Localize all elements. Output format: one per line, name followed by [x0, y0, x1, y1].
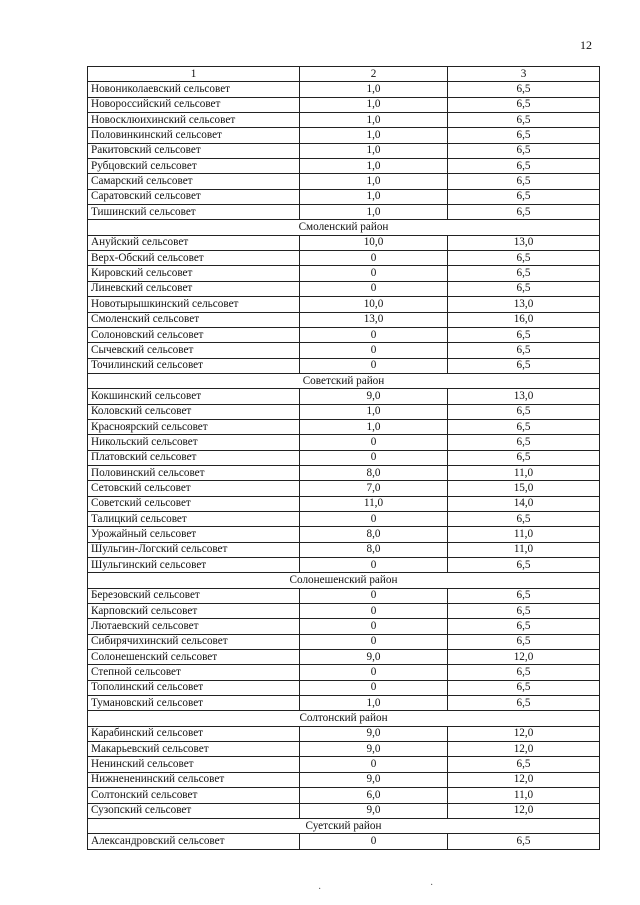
table-row — [88, 128, 600, 143]
page-number: 12 — [580, 38, 592, 52]
value-col-3-cell: 12,0 — [448, 803, 600, 818]
section-header-row — [88, 373, 600, 388]
value-col-2-cell: 0 — [300, 281, 448, 296]
value-col-3-cell: 6,5 — [448, 82, 600, 97]
settlement-name-cell: Ануйский сельсовет — [88, 235, 300, 250]
settlement-name-cell: Ракитовский сельсовет — [88, 143, 300, 158]
settlement-name-cell: Линевский сельсовет — [88, 281, 300, 296]
settlement-name-cell: Половинский сельсовет — [88, 465, 300, 480]
settlement-name-cell: Лютаевский сельсовет — [88, 619, 300, 634]
value-col-2-cell: 0 — [300, 634, 448, 649]
value-col-3-cell: 11,0 — [448, 527, 600, 542]
settlement-name-cell: Самарский сельсовет — [88, 174, 300, 189]
value-col-3-cell: 6,5 — [448, 634, 600, 649]
value-col-2-cell: 7,0 — [300, 481, 448, 496]
value-col-3-cell: 6,5 — [448, 419, 600, 434]
table-row — [88, 312, 600, 327]
settlement-name-cell: Сузопский сельсовет — [88, 803, 300, 818]
value-col-2-cell: 13,0 — [300, 312, 448, 327]
value-col-3-cell: 11,0 — [448, 788, 600, 803]
value-col-2-cell: 9,0 — [300, 650, 448, 665]
value-col-2-cell: 6,0 — [300, 788, 448, 803]
settlement-name-cell: Новосклюихинский сельсовет — [88, 113, 300, 128]
table-row — [88, 650, 600, 665]
table-row — [88, 266, 600, 281]
value-col-3-cell: 6,5 — [448, 174, 600, 189]
value-col-3-cell: 11,0 — [448, 465, 600, 480]
header-col-3: 3 — [448, 67, 600, 82]
value-col-3-cell: 15,0 — [448, 481, 600, 496]
value-col-3-cell: 6,5 — [448, 205, 600, 220]
settlement-name-cell: Смоленский сельсовет — [88, 312, 300, 327]
settlement-name-cell: Сибирячихинский сельсовет — [88, 634, 300, 649]
value-col-3-cell: 6,5 — [448, 358, 600, 373]
value-col-2-cell: 1,0 — [300, 97, 448, 112]
value-col-3-cell: 6,5 — [448, 757, 600, 772]
value-col-3-cell: 6,5 — [448, 696, 600, 711]
value-col-2-cell: 0 — [300, 327, 448, 342]
value-col-3-cell: 6,5 — [448, 189, 600, 204]
table-row — [88, 82, 600, 97]
value-col-3-cell: 6,5 — [448, 619, 600, 634]
value-col-2-cell: 9,0 — [300, 742, 448, 757]
table-row — [88, 558, 600, 573]
table-row — [88, 496, 600, 511]
table-row — [88, 465, 600, 480]
value-col-2-cell: 1,0 — [300, 205, 448, 220]
table-row — [88, 419, 600, 434]
table-row — [88, 343, 600, 358]
settlement-name-cell: Ненинский сельсовет — [88, 757, 300, 772]
value-col-2-cell: 0 — [300, 588, 448, 603]
settlement-name-cell: Красноярский сельсовет — [88, 419, 300, 434]
value-col-3-cell: 13,0 — [448, 235, 600, 250]
section-title: Советский район — [88, 373, 600, 388]
value-col-2-cell: 10,0 — [300, 297, 448, 312]
settlement-name-cell: Кировский сельсовет — [88, 266, 300, 281]
value-col-2-cell: 11,0 — [300, 496, 448, 511]
settlement-name-cell: Талицкий сельсовет — [88, 511, 300, 526]
value-col-2-cell: 0 — [300, 680, 448, 695]
settlement-name-cell: Тишинский сельсовет — [88, 205, 300, 220]
settlement-name-cell: Березовский сельсовет — [88, 588, 300, 603]
table-row — [88, 604, 600, 619]
table-row — [88, 726, 600, 741]
settlement-name-cell: Шульгин-Логский сельсовет — [88, 542, 300, 557]
table-row — [88, 189, 600, 204]
value-col-3-cell: 6,5 — [448, 558, 600, 573]
table-row — [88, 511, 600, 526]
value-col-3-cell: 6,5 — [448, 604, 600, 619]
value-col-2-cell: 9,0 — [300, 389, 448, 404]
value-col-3-cell: 6,5 — [448, 435, 600, 450]
table-row — [88, 235, 600, 250]
value-col-2-cell: 8,0 — [300, 542, 448, 557]
settlement-name-cell: Нижнененинский сельсовет — [88, 772, 300, 787]
table-row — [88, 205, 600, 220]
table-row — [88, 159, 600, 174]
table-row — [88, 680, 600, 695]
section-header-row — [88, 220, 600, 235]
section-header-row — [88, 818, 600, 833]
header-col-2: 2 — [300, 67, 448, 82]
settlement-name-cell: Кокшинский сельсовет — [88, 389, 300, 404]
settlement-name-cell: Солтонский сельсовет — [88, 788, 300, 803]
table-row — [88, 542, 600, 557]
table-row — [88, 803, 600, 818]
table-row — [88, 788, 600, 803]
value-col-3-cell: 6,5 — [448, 159, 600, 174]
settlement-name-cell: Сетовский сельсовет — [88, 481, 300, 496]
settlement-name-cell: Коловский сельсовет — [88, 404, 300, 419]
value-col-2-cell: 0 — [300, 251, 448, 266]
section-title: Солонешенский район — [88, 573, 600, 588]
value-col-2-cell: 0 — [300, 266, 448, 281]
section-title: Солтонский район — [88, 711, 600, 726]
settlement-name-cell: Рубцовский сельсовет — [88, 159, 300, 174]
section-header-row — [88, 573, 600, 588]
settlement-name-cell: Новониколаевский сельсовет — [88, 82, 300, 97]
value-col-2-cell: 0 — [300, 511, 448, 526]
value-col-3-cell: 6,5 — [448, 266, 600, 281]
settlement-name-cell: Новороссийский сельсовет — [88, 97, 300, 112]
value-col-3-cell: 6,5 — [448, 588, 600, 603]
section-title: Смоленский район — [88, 220, 600, 235]
value-col-2-cell: 1,0 — [300, 128, 448, 143]
value-col-3-cell: 6,5 — [448, 511, 600, 526]
value-col-2-cell: 8,0 — [300, 465, 448, 480]
value-col-3-cell: 13,0 — [448, 297, 600, 312]
settlement-name-cell: Солонешенский сельсовет — [88, 650, 300, 665]
value-col-2-cell: 1,0 — [300, 189, 448, 204]
settlement-name-cell: Тумановский сельсовет — [88, 696, 300, 711]
value-col-3-cell: 14,0 — [448, 496, 600, 511]
value-col-2-cell: 0 — [300, 757, 448, 772]
value-col-2-cell: 0 — [300, 358, 448, 373]
settlement-name-cell: Половинкинский сельсовет — [88, 128, 300, 143]
table-row — [88, 389, 600, 404]
value-col-3-cell: 16,0 — [448, 312, 600, 327]
value-col-3-cell: 13,0 — [448, 389, 600, 404]
table-row — [88, 327, 600, 342]
value-col-2-cell: 1,0 — [300, 696, 448, 711]
settlement-name-cell: Карповский сельсовет — [88, 604, 300, 619]
table-row — [88, 404, 600, 419]
table-row — [88, 527, 600, 542]
table-row — [88, 174, 600, 189]
value-col-2-cell: 9,0 — [300, 726, 448, 741]
table-row — [88, 481, 600, 496]
value-col-3-cell: 6,5 — [448, 404, 600, 419]
settlement-name-cell: Солоновский сельсовет — [88, 327, 300, 342]
table-row — [88, 358, 600, 373]
table-row — [88, 772, 600, 787]
value-col-3-cell: 6,5 — [448, 327, 600, 342]
value-col-2-cell: 9,0 — [300, 803, 448, 818]
table-row — [88, 435, 600, 450]
table-row — [88, 450, 600, 465]
value-col-3-cell: 6,5 — [448, 665, 600, 680]
settlement-name-cell: Тополинский сельсовет — [88, 680, 300, 695]
settlement-name-cell: Александровский сельсовет — [88, 834, 300, 849]
table-row — [88, 113, 600, 128]
value-col-2-cell: 1,0 — [300, 419, 448, 434]
data-table — [87, 66, 600, 850]
table-row — [88, 696, 600, 711]
header-row — [88, 67, 600, 82]
section-header-row — [88, 711, 600, 726]
value-col-2-cell: 0 — [300, 604, 448, 619]
settlement-name-cell: Саратовский сельсовет — [88, 189, 300, 204]
settlement-name-cell: Советский сельсовет — [88, 496, 300, 511]
table-row — [88, 251, 600, 266]
scan-speck: · — [430, 880, 434, 891]
value-col-2-cell: 0 — [300, 343, 448, 358]
value-col-3-cell: 12,0 — [448, 650, 600, 665]
value-col-2-cell: 0 — [300, 834, 448, 849]
value-col-3-cell: 6,5 — [448, 97, 600, 112]
value-col-3-cell: 6,5 — [448, 251, 600, 266]
table-row — [88, 634, 600, 649]
section-title: Суетский район — [88, 818, 600, 833]
table-row — [88, 742, 600, 757]
value-col-2-cell: 0 — [300, 619, 448, 634]
settlement-name-cell: Платовский сельсовет — [88, 450, 300, 465]
settlement-name-cell: Точилинский сельсовет — [88, 358, 300, 373]
value-col-2-cell: 0 — [300, 450, 448, 465]
value-col-2-cell: 1,0 — [300, 143, 448, 158]
table-row — [88, 588, 600, 603]
value-col-2-cell: 1,0 — [300, 113, 448, 128]
header-col-1: 1 — [88, 67, 300, 82]
table-row — [88, 97, 600, 112]
value-col-3-cell: 11,0 — [448, 542, 600, 557]
value-col-2-cell: 0 — [300, 435, 448, 450]
value-col-3-cell: 6,5 — [448, 834, 600, 849]
value-col-2-cell: 0 — [300, 665, 448, 680]
table-row — [88, 143, 600, 158]
value-col-3-cell: 6,5 — [448, 143, 600, 158]
value-col-3-cell: 6,5 — [448, 680, 600, 695]
value-col-3-cell: 6,5 — [448, 113, 600, 128]
settlement-name-cell: Никольский сельсовет — [88, 435, 300, 450]
value-col-3-cell: 12,0 — [448, 742, 600, 757]
value-col-2-cell: 1,0 — [300, 174, 448, 189]
value-col-2-cell: 10,0 — [300, 235, 448, 250]
value-col-2-cell: 9,0 — [300, 772, 448, 787]
settlement-name-cell: Шульгинский сельсовет — [88, 558, 300, 573]
table-row — [88, 281, 600, 296]
value-col-3-cell: 12,0 — [448, 726, 600, 741]
settlement-name-cell: Новотырышкинский сельсовет — [88, 297, 300, 312]
value-col-2-cell: 1,0 — [300, 404, 448, 419]
scan-speck: · — [318, 884, 322, 895]
value-col-2-cell: 0 — [300, 558, 448, 573]
value-col-3-cell: 6,5 — [448, 128, 600, 143]
settlement-name-cell: Макарьевский сельсовет — [88, 742, 300, 757]
settlement-name-cell: Степной сельсовет — [88, 665, 300, 680]
settlement-name-cell: Верх-Обский сельсовет — [88, 251, 300, 266]
value-col-2-cell: 8,0 — [300, 527, 448, 542]
table-row — [88, 834, 600, 849]
table-body — [88, 67, 600, 850]
settlement-name-cell: Урожайный сельсовет — [88, 527, 300, 542]
settlement-name-cell: Карабинский сельсовет — [88, 726, 300, 741]
table-row — [88, 757, 600, 772]
table-row — [88, 665, 600, 680]
value-col-2-cell: 1,0 — [300, 82, 448, 97]
settlement-name-cell: Сычевский сельсовет — [88, 343, 300, 358]
table-row — [88, 297, 600, 312]
value-col-3-cell: 6,5 — [448, 450, 600, 465]
value-col-3-cell: 6,5 — [448, 281, 600, 296]
table-row — [88, 619, 600, 634]
value-col-2-cell: 1,0 — [300, 159, 448, 174]
value-col-3-cell: 12,0 — [448, 772, 600, 787]
value-col-3-cell: 6,5 — [448, 343, 600, 358]
